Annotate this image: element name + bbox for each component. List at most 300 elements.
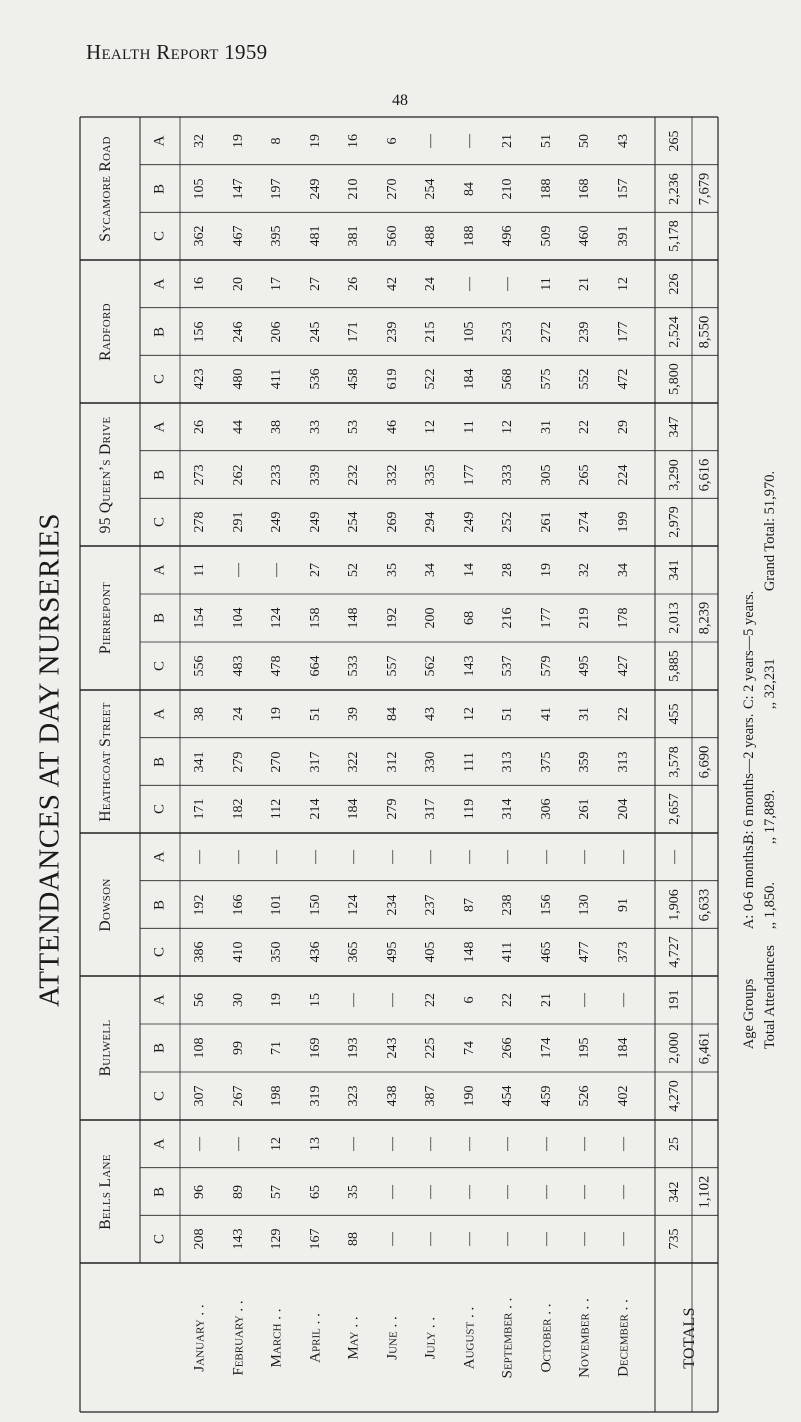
cell-value: — <box>461 1136 477 1151</box>
cell-value: — <box>423 1184 438 1199</box>
cell-value: 459 <box>538 1085 554 1107</box>
cell-value: — <box>500 1232 515 1247</box>
cell-value: 174 <box>538 1037 554 1059</box>
cell-value: — <box>346 993 361 1007</box>
cell-value: 177 <box>538 607 554 629</box>
footnote-grand-total: Grand Total: 51,970. <box>762 470 778 592</box>
cell-value: 12 <box>461 706 477 721</box>
totals-label: TOTALS <box>681 1306 698 1369</box>
cell-value: 375 <box>538 751 554 772</box>
cell-value: — <box>423 849 438 864</box>
cell-value: 99 <box>230 1041 246 1055</box>
cell-value: 105 <box>192 178 207 199</box>
cell-value: 552 <box>577 368 592 390</box>
cell-value: 206 <box>269 321 284 342</box>
cell-value: 239 <box>384 321 400 342</box>
cell-value: 237 <box>423 894 438 915</box>
footnote-group-a: A: 0-6 months. <box>741 841 757 930</box>
cell-value: 460 <box>577 225 592 247</box>
cell-value: — <box>461 1184 477 1199</box>
cell-value: 28 <box>500 563 515 577</box>
cell-value: 278 <box>192 511 207 533</box>
cell-value: 557 <box>384 655 400 677</box>
cell-value: 537 <box>500 655 515 677</box>
age-group-label-a: A <box>151 851 168 863</box>
age-group-label-b: B <box>151 899 168 910</box>
cell-value: 579 <box>538 655 554 677</box>
month-label: May . . <box>345 1315 362 1360</box>
footnote-total-a: ,, 1,850. <box>762 882 778 930</box>
cell-value: 495 <box>577 655 592 677</box>
cell-value: 19 <box>230 133 246 148</box>
cell-value: 246 <box>230 321 246 342</box>
column-total: 4,727 <box>667 936 682 968</box>
cell-value: 454 <box>500 1085 515 1107</box>
age-group-label-c: C <box>151 947 168 958</box>
age-group-label-b: B <box>151 326 168 337</box>
cell-value: 405 <box>423 941 438 963</box>
cell-value: 562 <box>423 655 438 677</box>
column-total: 25 <box>667 1136 682 1151</box>
cell-value: — <box>384 1136 400 1151</box>
footnote-group-c: C: 2 years—5 years. <box>741 590 757 710</box>
column-total: 347 <box>667 416 682 438</box>
cell-value: 214 <box>307 798 323 820</box>
cell-value: 472 <box>615 368 631 390</box>
cell-value: — <box>269 849 284 864</box>
footnote-total-attendances-label: Total Attendances <box>762 945 778 1050</box>
cell-value: — <box>615 1232 631 1247</box>
cell-value: 51 <box>538 133 554 148</box>
cell-value: — <box>384 993 400 1007</box>
cell-value: 395 <box>269 225 284 247</box>
cell-value: 216 <box>500 607 515 629</box>
cell-value: 8 <box>269 137 284 145</box>
cell-value: 335 <box>423 464 438 485</box>
cell-value: 84 <box>461 181 477 196</box>
cell-value: 279 <box>384 798 400 820</box>
cell-value: 111 <box>461 751 477 772</box>
cell-value: 105 <box>461 321 477 342</box>
cell-value: 477 <box>577 941 592 963</box>
cell-value: 254 <box>423 178 438 199</box>
cell-value: 365 <box>346 941 361 963</box>
cell-value: 38 <box>269 419 284 434</box>
age-group-label-c: C <box>151 231 168 242</box>
cell-value: 224 <box>615 464 631 485</box>
cell-value: — <box>461 276 477 291</box>
cell-value: 200 <box>423 607 438 629</box>
cell-value: 43 <box>615 133 631 148</box>
cell-value: 314 <box>500 798 515 820</box>
cell-value: — <box>577 1232 592 1247</box>
cell-value: 42 <box>384 276 400 291</box>
cell-value: 6 <box>461 996 477 1004</box>
cell-value: — <box>192 849 207 864</box>
cell-value: 29 <box>615 419 631 434</box>
cell-value: 481 <box>307 225 323 247</box>
cell-value: — <box>500 1136 515 1151</box>
page-number: 48 <box>392 92 408 109</box>
month-label: November . . <box>576 1297 593 1378</box>
cell-value: 184 <box>461 368 477 390</box>
nursery-name: Bulwell <box>97 1019 114 1077</box>
cell-value: 91 <box>615 897 631 912</box>
cell-value: 509 <box>538 225 554 247</box>
cell-value: 11 <box>192 563 207 577</box>
cell-value: 158 <box>307 607 323 629</box>
column-total: 3,290 <box>667 458 682 491</box>
cell-value: 270 <box>269 751 284 772</box>
age-group-label-b: B <box>151 183 168 194</box>
age-group-label-c: C <box>151 660 168 672</box>
cell-value: 533 <box>346 655 361 677</box>
age-group-label-b: B <box>151 612 168 624</box>
column-total: — <box>667 849 682 864</box>
cell-value: 204 <box>615 798 631 820</box>
cell-value: — <box>384 1184 400 1199</box>
cell-value: 496 <box>500 225 515 247</box>
cell-value: — <box>577 1136 592 1151</box>
cell-value: 192 <box>384 607 400 629</box>
cell-value: 279 <box>230 751 246 772</box>
cell-value: 556 <box>192 655 207 677</box>
cell-value: 74 <box>461 1041 477 1055</box>
cell-value: 44 <box>230 419 246 434</box>
nursery-name: Dowson <box>97 877 114 932</box>
cell-value: 262 <box>230 464 246 485</box>
nursery-grand-total: 6,616 <box>696 458 713 491</box>
cell-value: 210 <box>500 178 515 199</box>
cell-value: 35 <box>346 1184 361 1199</box>
cell-value: 154 <box>192 607 207 629</box>
cell-value: 177 <box>615 321 631 342</box>
column-total: 455 <box>667 703 682 725</box>
cell-value: 12 <box>423 419 438 434</box>
cell-value: — <box>423 1136 438 1151</box>
cell-value: 22 <box>500 993 515 1007</box>
cell-value: 14 <box>461 563 477 577</box>
cell-value: 33 <box>307 419 323 434</box>
age-group-label-c: C <box>151 374 168 385</box>
cell-value: 319 <box>307 1085 323 1107</box>
cell-value: 51 <box>500 706 515 721</box>
nursery-grand-total: 8,239 <box>696 601 713 635</box>
cell-value: 150 <box>307 894 323 915</box>
cell-value: 332 <box>384 464 400 485</box>
nursery-grand-total: 6,690 <box>696 745 713 778</box>
cell-value: 119 <box>461 798 477 820</box>
cell-value: — <box>192 1136 207 1151</box>
cell-value: 483 <box>230 655 246 677</box>
cell-value: — <box>500 276 515 291</box>
nursery-name: Bells Lane <box>97 1153 114 1230</box>
month-label: January . . <box>191 1303 208 1372</box>
footnote-age-groups-line <box>739 471 760 1049</box>
cell-value: 291 <box>230 511 246 533</box>
cell-value: 411 <box>269 368 284 390</box>
column-total: 2,236 <box>667 172 682 205</box>
nursery-name: Heathcoat Street <box>97 701 114 822</box>
cell-value: — <box>538 1136 554 1151</box>
cell-value: 480 <box>230 368 246 390</box>
cell-value: 265 <box>577 464 592 485</box>
age-group-label-b: B <box>151 469 168 480</box>
cell-value: 234 <box>384 894 400 915</box>
cell-value: 619 <box>384 368 400 390</box>
column-total: 735 <box>667 1228 682 1250</box>
cell-value: 35 <box>384 563 400 577</box>
age-group-label-a: A <box>151 278 168 290</box>
cell-value: 195 <box>577 1037 592 1059</box>
cell-value: — <box>423 133 438 148</box>
cell-value: 495 <box>384 941 400 963</box>
age-group-label-a: A <box>151 135 168 147</box>
column-total: 2,657 <box>667 793 682 825</box>
cell-value: — <box>269 563 284 577</box>
month-label: October . . <box>538 1302 554 1373</box>
cell-value: 341 <box>192 751 207 772</box>
column-total: 226 <box>667 273 682 295</box>
cell-value: 350 <box>269 941 284 963</box>
cell-value: 15 <box>307 993 323 1007</box>
cell-value: 238 <box>500 894 515 915</box>
cell-value: 87 <box>461 897 477 912</box>
cell-value: 12 <box>500 419 515 434</box>
nursery-grand-total: 7,679 <box>696 172 713 205</box>
cell-value: 266 <box>500 1037 515 1059</box>
cell-value: — <box>615 993 631 1007</box>
age-group-label-a: A <box>151 421 168 433</box>
cell-value: 312 <box>384 751 400 772</box>
age-group-label-c: C <box>151 1090 168 1102</box>
cell-value: 193 <box>346 1037 361 1059</box>
cell-value: 27 <box>307 276 323 291</box>
nursery-grand-total: 8,550 <box>696 315 713 348</box>
cell-value: 148 <box>346 607 361 629</box>
cell-value: 313 <box>500 751 515 772</box>
cell-value: 16 <box>346 133 361 148</box>
cell-value: 21 <box>577 276 592 291</box>
cell-value: 124 <box>346 894 361 915</box>
cell-value: 270 <box>384 178 400 199</box>
column-total: 2,013 <box>667 602 682 634</box>
cell-value: 21 <box>538 993 554 1007</box>
cell-value: 184 <box>615 1037 631 1059</box>
cell-value: 253 <box>500 321 515 342</box>
cell-value: 27 <box>307 563 323 577</box>
age-group-label-a: A <box>151 994 168 1006</box>
age-group-label-c: C <box>151 1234 168 1245</box>
cell-value: 147 <box>230 178 246 199</box>
cell-value: 12 <box>269 1136 284 1151</box>
cell-value: 526 <box>577 1085 592 1107</box>
cell-value: 6 <box>384 137 400 145</box>
cell-value: 664 <box>307 655 323 677</box>
cell-value: 373 <box>615 941 631 963</box>
cell-value: 22 <box>577 419 592 434</box>
cell-value: 323 <box>346 1085 361 1107</box>
age-group-label-a: A <box>151 1138 168 1150</box>
cell-value: 313 <box>615 751 631 772</box>
cell-value: 210 <box>346 178 361 199</box>
cell-value: 148 <box>461 941 477 963</box>
column-total: 5,885 <box>667 650 682 682</box>
cell-value: 166 <box>230 894 246 915</box>
footnote-total-b: ,, 17,889. <box>762 789 778 845</box>
cell-value: 249 <box>307 178 323 199</box>
cell-value: — <box>461 849 477 864</box>
nursery-name: 95 Queen’s Drive <box>97 416 114 533</box>
cell-value: 32 <box>192 133 207 148</box>
cell-value: 167 <box>307 1228 323 1250</box>
cell-value: — <box>538 1184 554 1199</box>
cell-value: 249 <box>461 511 477 533</box>
month-label: December . . <box>615 1298 631 1377</box>
cell-value: 108 <box>192 1037 207 1059</box>
cell-value: — <box>384 849 400 864</box>
cell-value: 249 <box>307 511 323 533</box>
cell-value: 43 <box>423 706 438 721</box>
cell-value: 272 <box>538 321 554 342</box>
cell-value: — <box>500 849 515 864</box>
cell-value: 143 <box>230 1228 246 1250</box>
cell-value: 269 <box>384 511 400 533</box>
cell-value: — <box>423 1232 438 1247</box>
cell-value: 156 <box>538 894 554 915</box>
cell-value: 16 <box>192 276 207 291</box>
cell-value: 386 <box>192 941 207 963</box>
footnote <box>739 471 781 1049</box>
cell-value: 89 <box>230 1184 246 1199</box>
cell-value: 465 <box>538 941 554 963</box>
cell-value: 32 <box>577 563 592 577</box>
cell-value: 57 <box>269 1184 284 1199</box>
cell-value: 39 <box>346 706 361 721</box>
side-heading: ATTENDANCES AT DAY NURSERIES <box>33 513 66 1007</box>
cell-value: 31 <box>577 706 592 721</box>
cell-value: 188 <box>538 178 554 199</box>
age-group-label-b: B <box>151 1186 168 1197</box>
cell-value: 22 <box>423 993 438 1007</box>
footnote-attendances-line <box>760 471 781 1049</box>
cell-value: — <box>500 1184 515 1199</box>
cell-value: — <box>346 1136 361 1151</box>
cell-value: 306 <box>538 798 554 820</box>
cell-value: 322 <box>346 751 361 772</box>
cell-value: 197 <box>269 178 284 199</box>
cell-value: 24 <box>230 706 246 721</box>
cell-value: — <box>615 1184 631 1199</box>
cell-value: 178 <box>615 607 631 629</box>
month-label: March . . <box>268 1308 285 1367</box>
cell-value: — <box>230 1136 246 1151</box>
footnote-age-groups-label: Age Groups <box>741 978 757 1050</box>
cell-value: 522 <box>423 368 438 390</box>
cell-value: 130 <box>577 894 592 915</box>
cell-value: 261 <box>538 511 554 533</box>
cell-value: 19 <box>307 133 323 148</box>
cell-value: 22 <box>615 706 631 721</box>
cell-value: — <box>577 993 592 1007</box>
cell-value: 402 <box>615 1085 631 1107</box>
cell-value: 330 <box>423 751 438 772</box>
cell-value: 124 <box>269 607 284 629</box>
cell-value: 34 <box>423 563 438 577</box>
cell-value: 575 <box>538 368 554 390</box>
cell-value: — <box>577 849 592 864</box>
cell-value: 104 <box>230 607 246 629</box>
cell-value: 26 <box>346 276 361 291</box>
cell-value: 381 <box>346 225 361 247</box>
cell-value: 467 <box>230 225 246 247</box>
cell-value: 182 <box>230 798 246 820</box>
cell-value: 41 <box>538 706 554 721</box>
nursery-grand-total: 6,633 <box>696 888 713 921</box>
cell-value: 243 <box>384 1037 400 1059</box>
cell-value: 387 <box>423 1085 438 1107</box>
cell-value: — <box>346 849 361 864</box>
nursery-name: Radford <box>97 302 114 361</box>
cell-value: — <box>538 849 554 864</box>
cell-value: 427 <box>615 655 631 677</box>
cell-value: 391 <box>615 225 631 247</box>
cell-value: 31 <box>538 419 554 434</box>
cell-value: 410 <box>230 941 246 963</box>
cell-value: 274 <box>577 511 592 533</box>
cell-value: — <box>577 1184 592 1199</box>
cell-value: 71 <box>269 1041 284 1055</box>
footnote-group-b: B: 6 months—2 years. <box>741 713 757 845</box>
cell-value: 56 <box>192 993 207 1007</box>
cell-value: 317 <box>423 798 438 820</box>
column-total: 1,906 <box>667 888 682 921</box>
cell-value: 560 <box>384 225 400 247</box>
cell-value: 26 <box>192 419 207 434</box>
cell-value: — <box>307 849 323 864</box>
cell-value: 232 <box>346 464 361 485</box>
cell-value: 215 <box>423 321 438 342</box>
nursery-name: Pierrepont <box>97 581 114 655</box>
cell-value: — <box>230 849 246 864</box>
cell-value: 101 <box>269 894 284 915</box>
cell-value: 267 <box>230 1085 246 1107</box>
cell-value: — <box>384 1232 400 1247</box>
cell-value: 208 <box>192 1228 207 1250</box>
column-total: 191 <box>667 989 682 1011</box>
month-label: June . . <box>384 1315 400 1360</box>
column-total: 5,178 <box>667 220 682 252</box>
cell-value: 438 <box>384 1085 400 1107</box>
cell-value: 239 <box>577 321 592 342</box>
cell-value: — <box>615 849 631 864</box>
column-total: 342 <box>667 1181 682 1202</box>
nursery-name: Sycamore Road <box>97 135 114 242</box>
column-total: 2,524 <box>667 315 682 348</box>
cell-value: 51 <box>307 706 323 721</box>
cell-value: 359 <box>577 751 592 772</box>
cell-value: 307 <box>192 1085 207 1107</box>
cell-value: 339 <box>307 464 323 485</box>
cell-value: 38 <box>192 706 207 721</box>
cell-value: — <box>461 133 477 148</box>
cell-value: 478 <box>269 655 284 677</box>
cell-value: 20 <box>230 276 246 291</box>
cell-value: 129 <box>269 1228 284 1250</box>
cell-value: 177 <box>461 464 477 485</box>
cell-value: 169 <box>307 1037 323 1059</box>
cell-value: 333 <box>500 464 515 485</box>
